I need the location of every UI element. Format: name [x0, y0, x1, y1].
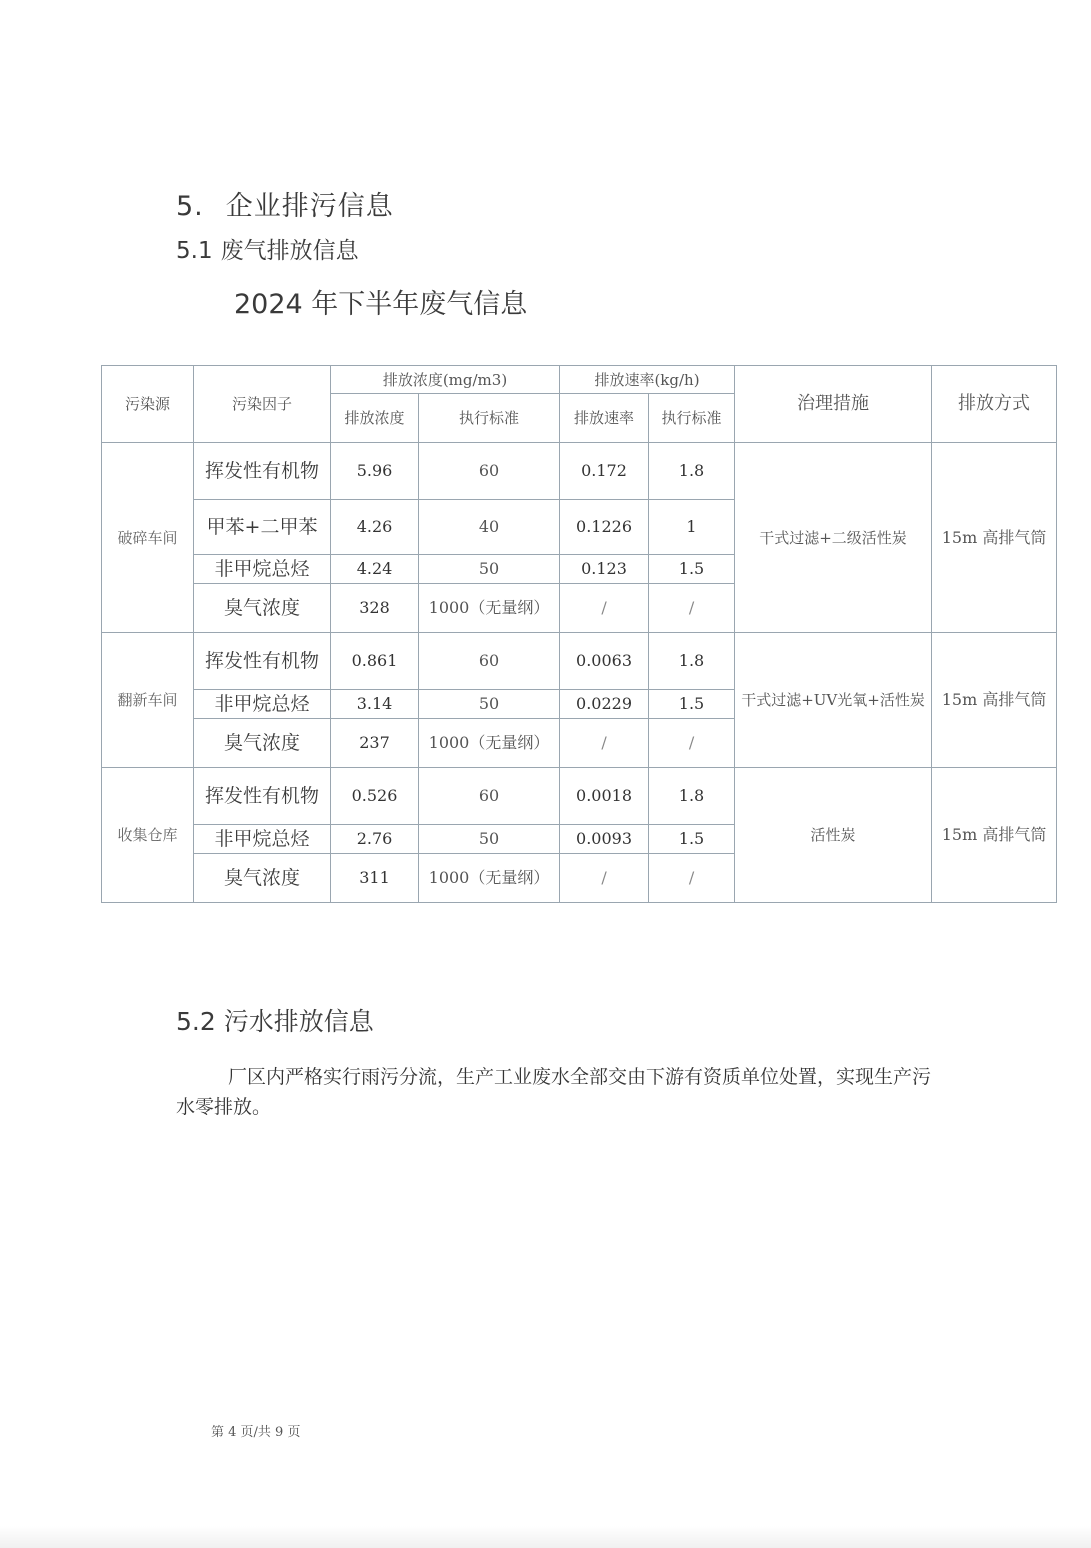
section-heading	[176, 184, 394, 223]
outlet-cell: 15m 高排气筒	[932, 768, 1057, 903]
rate-cell: /	[560, 584, 649, 633]
rate-std-cell: 1.5	[649, 825, 735, 854]
section-number: 5.	[176, 191, 204, 222]
conc-cell: 311	[331, 854, 419, 903]
header-factor: 污染因子	[194, 366, 331, 443]
subsection-number: 5.2	[176, 1007, 216, 1036]
conc-std-cell: 1000（无量纲）	[419, 584, 560, 633]
conc-std-cell: 60	[419, 633, 560, 690]
conc-cell: 0.526	[331, 768, 419, 825]
header-rate-value: 排放速率	[560, 394, 649, 443]
conc-cell: 237	[331, 719, 419, 768]
header-conc-standard: 执行标准	[419, 394, 560, 443]
conc-cell: 4.26	[331, 500, 419, 555]
measure-cell: 干式过滤+二级活性炭	[735, 443, 932, 633]
conc-cell: 5.96	[331, 443, 419, 500]
rate-std-cell: 1.8	[649, 633, 735, 690]
source-cell: 翻新车间	[102, 633, 194, 768]
page-edge	[0, 1526, 1091, 1548]
header-conc-value: 排放浓度	[331, 394, 419, 443]
factor-cell: 挥发性有机物	[194, 768, 331, 825]
subsection-title: 废气排放信息	[220, 238, 359, 264]
conc-std-cell: 60	[419, 443, 560, 500]
table-row	[102, 443, 1057, 500]
rate-std-cell: 1.5	[649, 690, 735, 719]
rate-cell: 0.123	[560, 555, 649, 584]
rate-std-cell: /	[649, 719, 735, 768]
subsection-heading-air	[176, 232, 359, 265]
section-title: 企业排污信息	[225, 191, 394, 222]
header-outlet: 排放方式	[932, 366, 1057, 443]
table-row	[102, 768, 1057, 825]
rate-std-cell: 1	[649, 500, 735, 555]
subsection-heading-water	[176, 1002, 374, 1038]
rate-std-cell: 1.8	[649, 443, 735, 500]
page-footer: 第 4 页/共 9 页	[211, 1425, 301, 1440]
rate-std-cell: 1.5	[649, 555, 735, 584]
conc-std-cell: 1000（无量纲）	[419, 719, 560, 768]
factor-cell: 非甲烷总烃	[194, 690, 331, 719]
conc-std-cell: 60	[419, 768, 560, 825]
rate-cell: 0.0093	[560, 825, 649, 854]
conc-std-cell: 40	[419, 500, 560, 555]
factor-cell: 臭气浓度	[194, 719, 331, 768]
conc-cell: 0.861	[331, 633, 419, 690]
rate-cell: 0.1226	[560, 500, 649, 555]
rate-cell: 0.0229	[560, 690, 649, 719]
table-row	[102, 633, 1057, 690]
emission-table	[101, 365, 1057, 903]
rate-std-cell: /	[649, 584, 735, 633]
header-measure: 治理措施	[735, 366, 932, 443]
conc-std-cell: 1000（无量纲）	[419, 854, 560, 903]
rate-cell: 0.172	[560, 443, 649, 500]
factor-cell: 臭气浓度	[194, 584, 331, 633]
subsection-number: 5.1	[176, 238, 213, 264]
factor-cell: 挥发性有机物	[194, 633, 331, 690]
factor-cell: 非甲烷总烃	[194, 555, 331, 584]
rate-std-cell: 1.8	[649, 768, 735, 825]
outlet-cell: 15m 高排气筒	[932, 633, 1057, 768]
factor-cell: 挥发性有机物	[194, 443, 331, 500]
rate-cell: /	[560, 854, 649, 903]
measure-cell: 活性炭	[735, 768, 932, 903]
header-source: 污染源	[102, 366, 194, 443]
source-cell: 收集仓库	[102, 768, 194, 903]
outlet-cell: 15m 高排气筒	[932, 443, 1057, 633]
source-cell: 破碎车间	[102, 443, 194, 633]
rate-cell: 0.0063	[560, 633, 649, 690]
conc-cell: 4.24	[331, 555, 419, 584]
rate-std-cell: /	[649, 854, 735, 903]
header-rate: 排放速率(kg/h)	[560, 366, 735, 394]
measure-cell: 干式过滤+UV光氧+活性炭	[735, 633, 932, 768]
conc-cell: 2.76	[331, 825, 419, 854]
header-concentration: 排放浓度(mg/m3)	[331, 366, 560, 394]
rate-cell: /	[560, 719, 649, 768]
subsection-title: 污水排放信息	[223, 1007, 374, 1036]
header-rate-standard: 执行标准	[649, 394, 735, 443]
table-title: 2024 年下半年废气信息	[234, 289, 528, 320]
conc-cell: 3.14	[331, 690, 419, 719]
factor-cell: 非甲烷总烃	[194, 825, 331, 854]
conc-std-cell: 50	[419, 825, 560, 854]
conc-std-cell: 50	[419, 555, 560, 584]
conc-std-cell: 50	[419, 690, 560, 719]
rate-cell: 0.0018	[560, 768, 649, 825]
factor-cell: 臭气浓度	[194, 854, 331, 903]
body-paragraph: 厂区内严格实行雨污分流，生产工业废水全部交由下游有资质单位处置，实现生产污水零排放。	[176, 1066, 932, 1118]
factor-cell: 甲苯+二甲苯	[194, 500, 331, 555]
conc-cell: 328	[331, 584, 419, 633]
